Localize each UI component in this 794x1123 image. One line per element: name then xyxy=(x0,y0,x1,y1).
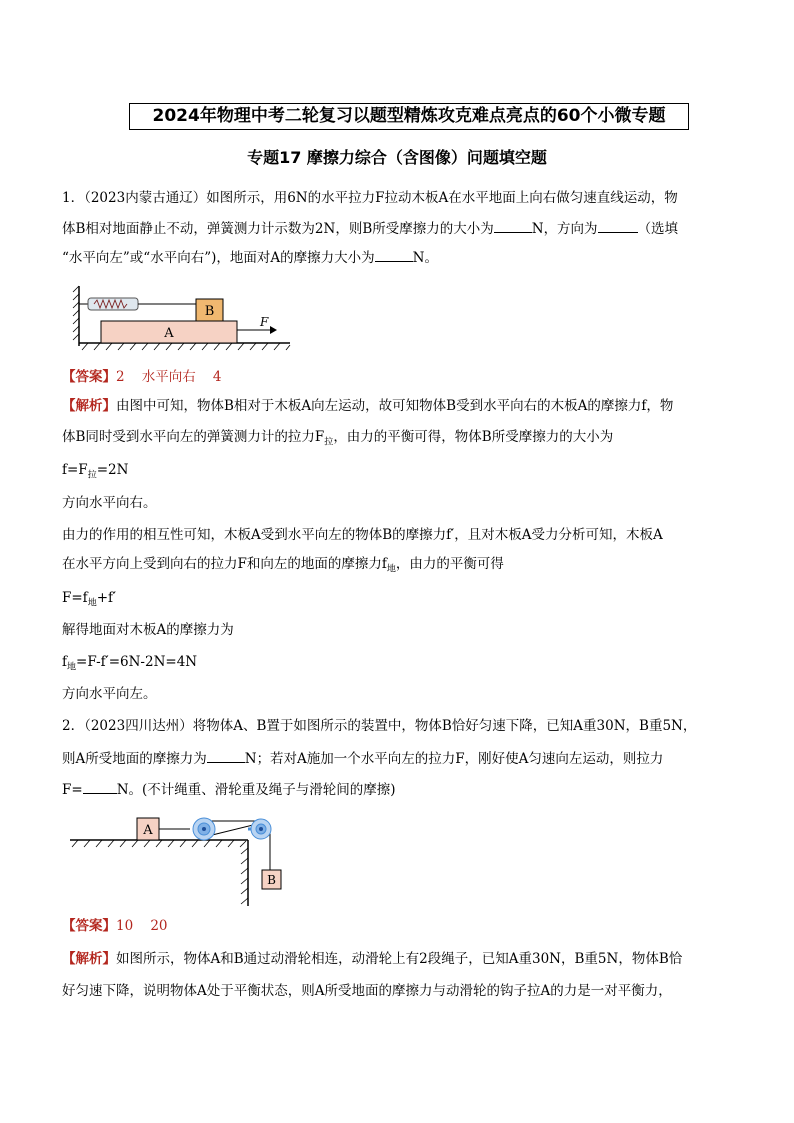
q1-figure xyxy=(70,282,296,354)
q2-line-3: F= N。(不计绳重、滑轮重及绳子与滑轮间的摩擦) xyxy=(62,782,396,798)
q1-analysis-line-7: 方向水平向左。 xyxy=(62,686,157,702)
q2-answer: 【答案】10 20 xyxy=(62,918,168,934)
q1-analysis-line-6: 解得地面对木板A的摩擦力为 xyxy=(62,622,234,638)
wall xyxy=(73,286,79,346)
q2-blank-2[interactable] xyxy=(83,781,117,794)
q1-blank-3[interactable] xyxy=(375,249,413,262)
q2-analysis-line-2: 好匀速下降，说明物体A处于平衡状态，则A所受地面的摩擦力与动滑轮的钩子拉A的力是一对平衡力， xyxy=(62,983,672,999)
q2-line-2: 则A所受地面的摩擦力为 N；若对A施加一个水平向左的拉力F，刚好使A匀速向左运动，则拉力 xyxy=(62,751,664,767)
q1-analysis-line-4: 由力的作用的相互性可知，木板A受到水平向左的物体B的摩擦力f′，且对木板A受力分析可知，木板A xyxy=(62,527,663,543)
q1-equation-2: $F=f_地+f'$ xyxy=(62,590,117,609)
q2-blank-1[interactable] xyxy=(207,750,245,763)
q1-equation-3: $f_地=F-f'=6N-2N=4N$ xyxy=(62,654,198,673)
q1-answer: 【答案】2 水平向右 4 xyxy=(62,369,222,385)
table-surface xyxy=(70,840,248,906)
board-a-label: A xyxy=(164,326,174,341)
fixed-pulley xyxy=(248,819,271,839)
topic-subtitle: 专题17 摩擦力综合（含图像）问题填空题 xyxy=(247,148,547,167)
q1-blank-2[interactable] xyxy=(598,220,638,233)
block-b-label: B xyxy=(204,304,215,319)
q2-line-1: 2．（2023四川达州）将物体A、B置于如图所示的装置中，物体B恰好匀速下降，已知A重30N，B重5N， xyxy=(62,718,697,734)
q1-line-1: 1．（2023内蒙古通辽）如图所示，用6N的水平拉力F拉动木板A在水平地面上向右做匀速直线运动，物 xyxy=(62,190,678,206)
q2-figure xyxy=(70,808,295,908)
q1-analysis-line-5: 在水平方向上受到向右的拉力F和向左的地面的摩擦力$f_地$，由力的平衡可得 xyxy=(62,556,504,575)
spring-scale xyxy=(79,298,196,310)
q1-analysis-line-2: 体B同时受到水平向左的弹簧测力计的拉力$F_拉$，由力的平衡可得，物体B所受摩擦力的大小为 xyxy=(62,429,614,448)
force-arrow xyxy=(237,326,277,334)
q1-equation-1: $f=F_拉=2N$ xyxy=(62,462,129,481)
force-label: F xyxy=(260,315,269,329)
q1-analysis-line-1: 【解析】由图中可知，物体B相对于木板A向左运动，故可知物体B受到水平向右的木板A的摩擦力f，物 xyxy=(62,398,674,414)
q1-line-2: 体B相对地面静止不动，弹簧测力计示数为2N，则B所受摩擦力的大小为 N，方向为 （选填 xyxy=(62,221,679,237)
q1-blank-1[interactable] xyxy=(494,220,532,233)
block-b-label: B xyxy=(267,873,276,887)
q1-line-3: “水平向左”或“水平向右”)，地面对A的摩擦力大小为 N。 xyxy=(62,250,438,266)
q2-analysis-line-1: 【解析】如图所示，物体A和B通过动滑轮相连，动滑轮上有2段绳子，已知A重30N，B重5N，物体B恰 xyxy=(62,951,683,967)
document-title: 2024年物理中考二轮复习以题型精炼攻克难点亮点的60个小微专题 xyxy=(129,103,689,130)
q1-analysis-line-3: 方向水平向右。 xyxy=(62,495,157,511)
ground xyxy=(79,343,290,350)
movable-pulley xyxy=(193,818,215,840)
block-a-label: A xyxy=(143,823,153,838)
